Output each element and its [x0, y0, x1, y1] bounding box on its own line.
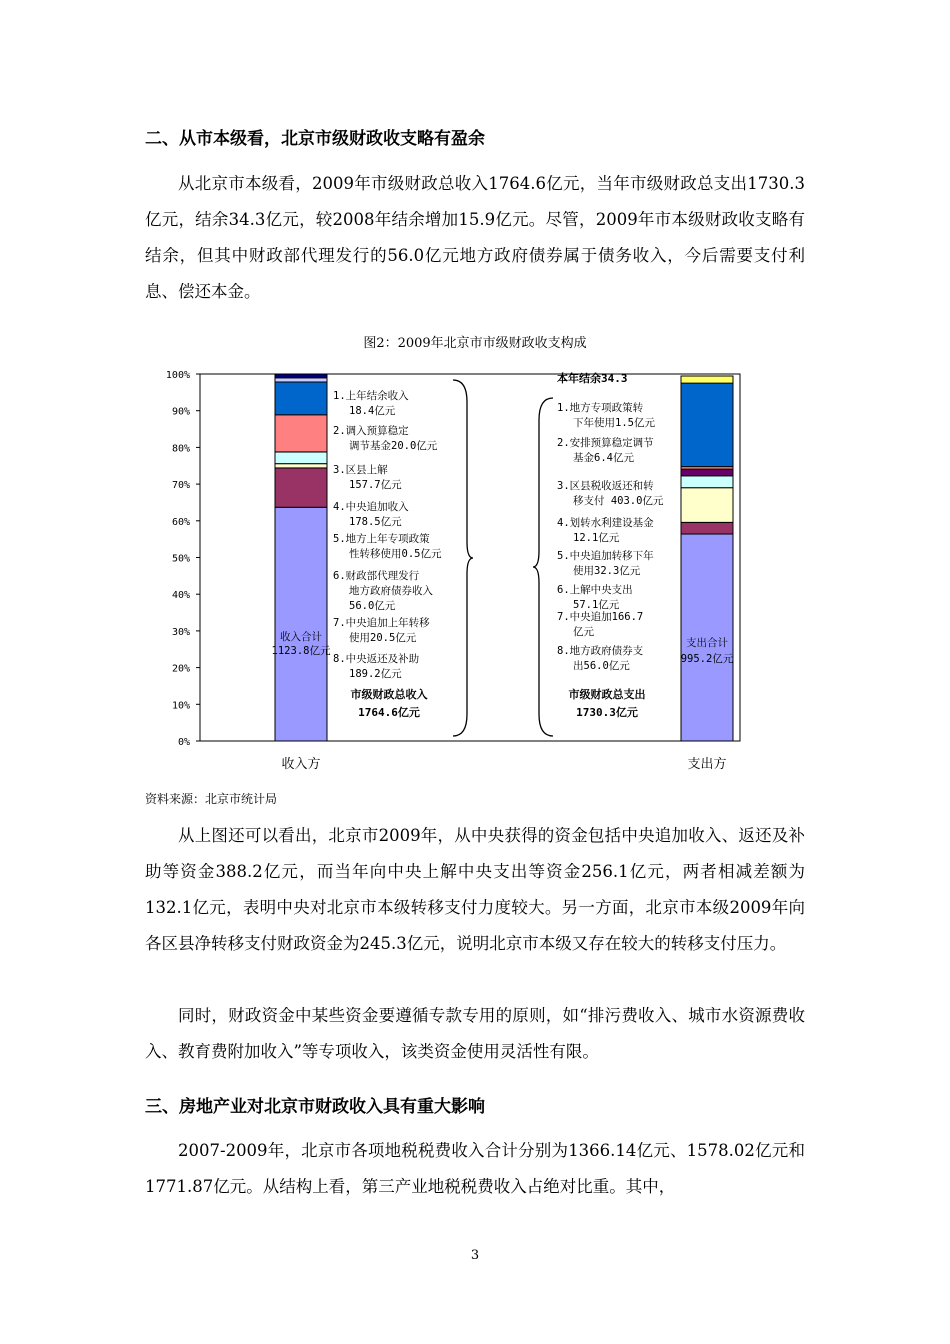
y-tick-label: 60%: [171, 516, 190, 528]
income-legend-item: 8.中央返还及补助: [333, 653, 420, 665]
income-bar-segment: [275, 468, 327, 507]
income-legend-item: 4.中央追加收入: [333, 501, 409, 513]
income-legend-item: 178.5亿元: [349, 516, 402, 528]
y-tick-label: 40%: [171, 590, 190, 602]
paragraph-analysis: 从上图还可以看出，北京市2009年，从中央获得的资金包括中央追加收入、返还及补助等资金388.2亿元，而当年向中央上解中央支出等资金256.1亿元，两者相减差额为132.1亿元，表明中央对北京市本级转移支付力度较大。另一方面，北京市本级2009年向各区县净转移支付财政资金为245.3亿元，说明北京市本级又存在较大的转移支付压力。: [145, 826, 805, 953]
income-legend-item: 调节基金20.0亿元: [349, 440, 438, 452]
x-category-label: 支出方: [687, 757, 727, 772]
y-tick-label: 100%: [165, 370, 190, 381]
income-bar-segment: [275, 464, 327, 468]
income-legend-item: 189.2亿元: [349, 668, 402, 680]
x-category-label: 收入方: [281, 757, 321, 772]
income-legend-item: 2.调入预算稳定: [333, 425, 409, 437]
income-summary-label: 市级财政总收入: [350, 688, 428, 701]
expense-bar-segment: [681, 476, 733, 488]
income-bar-segment: [275, 415, 327, 452]
expense-legend-item: 8.地方政府债券支: [557, 645, 644, 657]
expense-total-value: 995.2亿元: [680, 653, 734, 665]
expense-legend-item: 基金6.4亿元: [573, 452, 634, 464]
page-number: 3: [470, 1248, 480, 1263]
paragraph-real-estate: 2007-2009年，北京市各项地税税费收入合计分别为1366.14亿元、1578.02亿元和1771.87亿元。从结构上看，第三产业地税税费收入占绝对比重。其中，: [145, 1141, 805, 1196]
y-tick-label: 90%: [171, 406, 190, 418]
income-legend-item: 性转移使用0.5亿元: [349, 548, 442, 560]
expense-legend-item: 1.地方专项政策转: [557, 402, 644, 414]
income-bar-segment: [275, 382, 327, 415]
income-legend-item: 157.7亿元: [349, 479, 402, 491]
expense-legend-item: 下年使用1.5亿元: [573, 417, 655, 429]
y-tick-label: 10%: [171, 700, 190, 712]
expense-legend-item: 57.1亿元: [573, 599, 620, 611]
expense-legend-item: 移支付 403.0亿元: [573, 495, 664, 507]
paragraph-city-level: 从北京市本级看，2009年市级财政总收入1764.6亿元，当年市级财政总支出1730.3亿元，结余34.3亿元，较2008年结余增加15.9亿元。尽管，2009年市本级财政收支略有结余，但其中财政部代理发行的56.0亿元地方政府债券属于债务收入，今后需要支付利息、偿还本金。: [145, 174, 805, 301]
expense-legend-item: 5.中央追加转移下年: [557, 550, 654, 562]
stacked-bar-chart: [145, 358, 795, 778]
income-legend-item: 使用20.5亿元: [349, 632, 417, 644]
income-legend-item: 3.区县上解: [333, 464, 388, 476]
paragraph-special-funds: 同时，财政资金中某些资金要遵循专款专用的原则，如“排污费收入、城市水资源费收入、教育费附加收入”等专项收入，该类资金使用灵活性有限。: [145, 1006, 805, 1061]
y-tick-label: 30%: [171, 626, 190, 638]
income-total-label: 收入合计: [280, 631, 322, 643]
income-legend-item: 7.中央追加上年转移: [333, 617, 430, 629]
income-total-value: 1123.8亿元: [271, 645, 331, 657]
expense-bar-segment: [681, 376, 733, 383]
expense-legend-item: 亿元: [573, 626, 594, 638]
figure-source: 资料来源：北京市统计局: [145, 792, 278, 806]
income-legend-item: 5.地方上年专项政策: [333, 533, 430, 545]
expense-legend-item: 12.1亿元: [573, 532, 620, 544]
section-heading-3: 三、房地产业对北京市财政收入具有重大影响: [145, 1097, 485, 1117]
expense-legend-item: 4.划转水利建设基金: [557, 517, 654, 529]
expense-legend-item: 2.安排预算稳定调节: [557, 437, 654, 449]
income-legend-item: 56.0亿元: [349, 600, 396, 612]
y-tick-label: 50%: [171, 553, 190, 565]
expense-summary-label: 市级财政总支出: [568, 688, 646, 701]
expense-total-label: 支出合计: [686, 637, 728, 649]
balance-label: 本年结余34.3: [557, 372, 628, 385]
section-heading-2: 二、从市本级看，北京市级财政收支略有盈余: [145, 129, 485, 149]
y-tick-label: 70%: [171, 480, 190, 492]
income-legend-item: 18.4亿元: [349, 405, 396, 417]
income-bar-segment: [275, 378, 327, 382]
y-tick-label: 0%: [177, 737, 190, 748]
income-legend-item: 地方政府债券收入: [349, 585, 433, 597]
income-bar-segment: [275, 507, 327, 741]
expense-legend-item: 6.上解中央支出: [557, 584, 633, 596]
figure-caption: 图2：2009年北京市市级财政收支构成: [363, 336, 587, 351]
expense-legend-item: 使用32.3亿元: [573, 565, 641, 577]
income-summary-value: 1764.6亿元: [358, 706, 420, 719]
expense-bar-segment: [681, 522, 733, 534]
expense-legend-item: 出56.0亿元: [573, 660, 630, 672]
y-tick-label: 80%: [171, 443, 190, 455]
expense-legend-item: 7.中央追加166.7: [557, 611, 644, 623]
expense-summary-value: 1730.3亿元: [576, 706, 638, 719]
income-legend-item: 6.财政部代理发行: [333, 570, 420, 582]
expense-bar-segment: [681, 488, 733, 523]
y-tick-label: 20%: [171, 663, 190, 675]
expense-bar-segment: [681, 383, 733, 467]
income-bar-segment: [275, 452, 327, 464]
expense-bar-segment: [681, 469, 733, 476]
income-legend-item: 1.上年结余收入: [333, 390, 409, 402]
expense-legend-item: 3.区县税收返还和转: [557, 480, 654, 492]
income-bar-segment: [275, 374, 327, 378]
